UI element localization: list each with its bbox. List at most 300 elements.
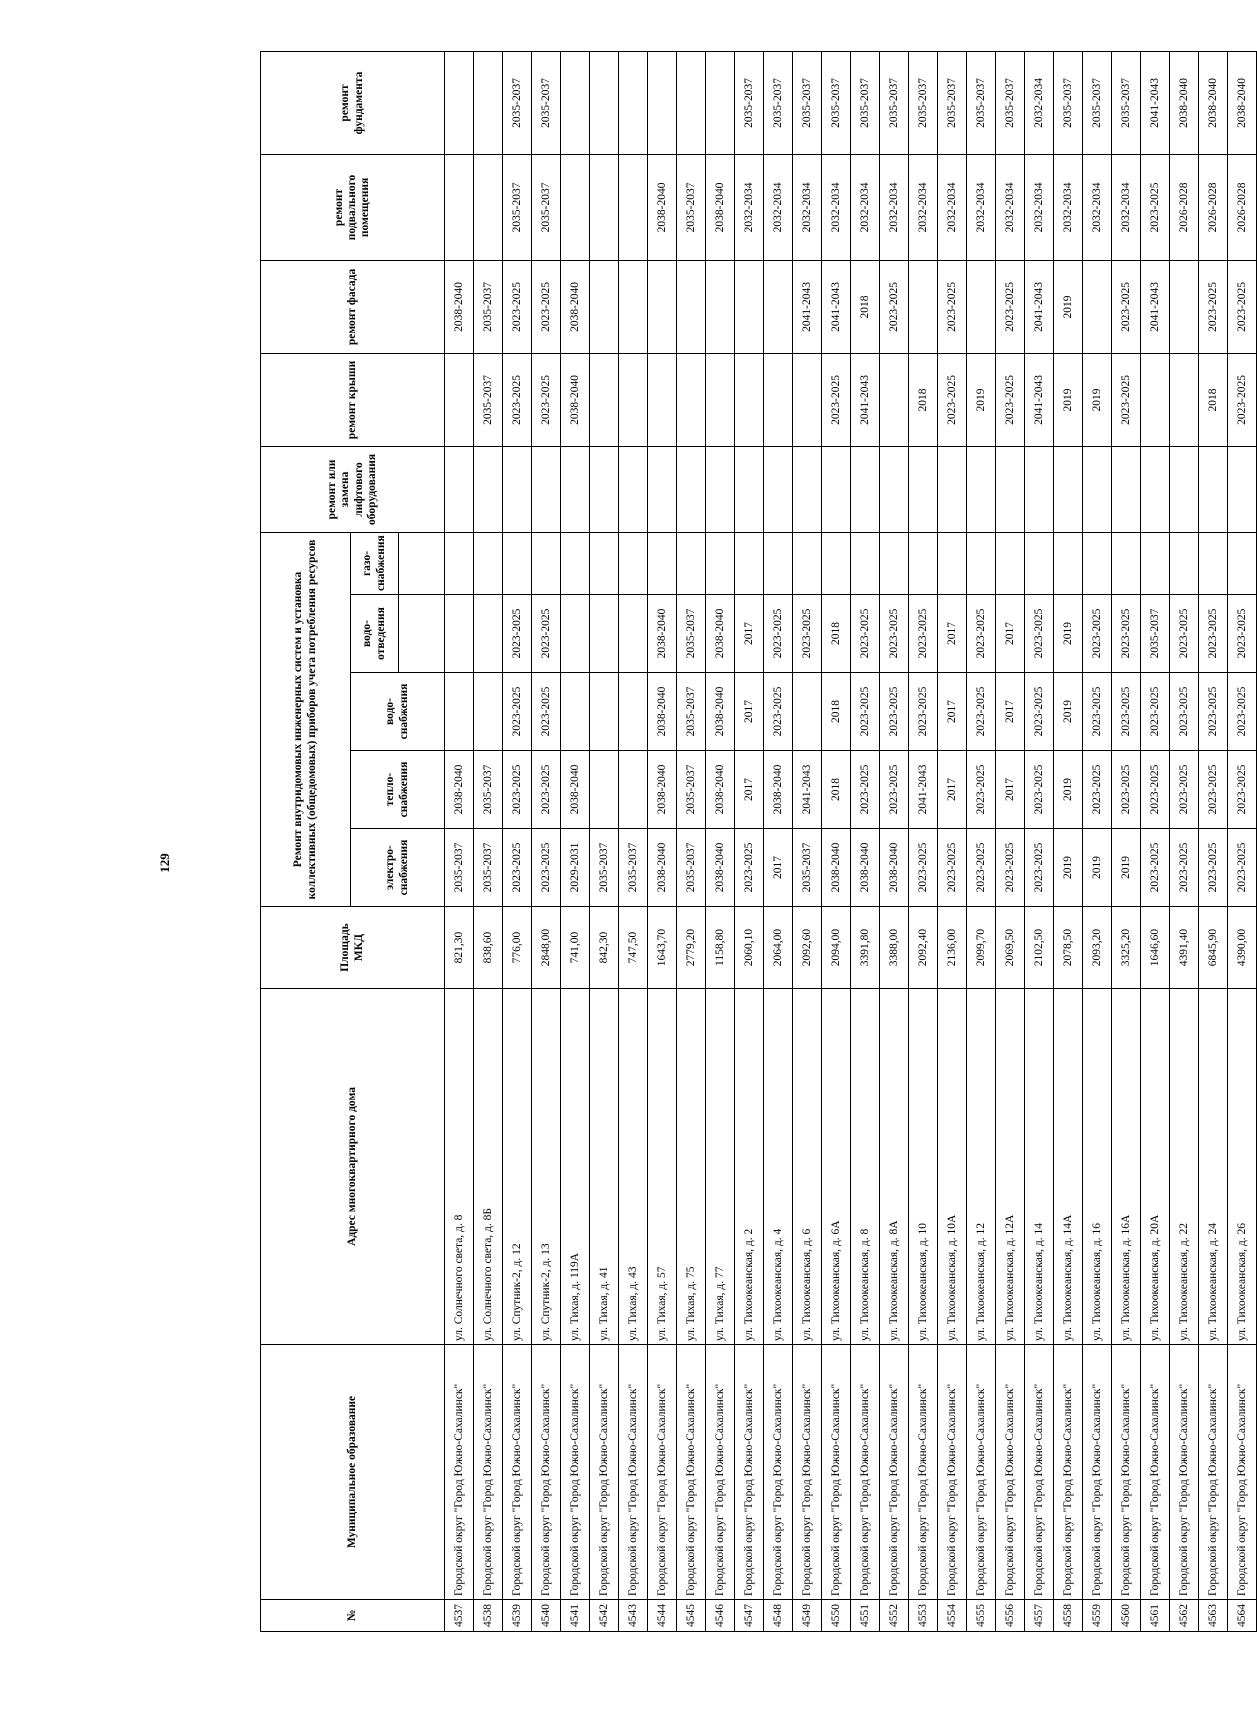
facade-cell: 2023-2025 [938,260,967,353]
basement-cell [590,154,619,260]
heating-cell: 2023-2025 [503,751,532,829]
foundation-cell: 2035-2037 [1054,51,1083,154]
col-internal-systems-header: Ремонт внутридомовых инженерных систем и установка коллективных (общедомовых) приборов учета потребления ресурсов [261,532,351,906]
facade-cell [1083,260,1112,353]
gas-cell [590,532,619,594]
gas-cell [677,532,706,594]
facade-cell: 2038-2040 [561,260,590,353]
roof-cell: 2023-2025 [532,353,561,446]
roof-cell [445,353,474,446]
facade-cell: 2023-2025 [1228,260,1257,353]
roof-cell [764,353,793,446]
roof-cell: 2018 [1199,353,1228,446]
gas-cell [938,532,967,594]
electricity-cell: 2029-2031 [561,829,590,907]
water-disposal-cell: 2035-2037 [677,595,706,673]
area-cell: 6845,90 [1199,907,1228,989]
basement-cell: 2026-2028 [1199,154,1228,260]
table-row [532,51,561,1631]
water-disposal-cell [445,595,474,673]
row-number-cell: 4557 [1025,1600,1054,1632]
table-row [793,51,822,1631]
electricity-cell: 2023-2025 [1199,829,1228,907]
electricity-cell: 2017 [764,829,793,907]
address-cell: ул. Тихоокеанская, д. 6А [822,989,851,1345]
roof-cell [735,353,764,446]
electricity-cell: 2035-2037 [677,829,706,907]
gas-cell [764,532,793,594]
municipality-cell: Городской округ "Город Южно-Сахалинск" [561,1345,590,1600]
municipality-cell: Городской округ "Город Южно-Сахалинск" [851,1345,880,1600]
gas-cell [648,532,677,594]
row-number-cell: 4545 [677,1600,706,1632]
heating-cell: 2041-2043 [793,751,822,829]
facade-cell: 2041-2043 [793,260,822,353]
area-cell: 3391,80 [851,907,880,989]
table-row [561,51,590,1631]
water-supply-cell: 2017 [996,673,1025,751]
water-supply-cell: 2023-2025 [532,673,561,751]
basement-cell: 2035-2037 [503,154,532,260]
foundation-cell [561,51,590,154]
address-cell: ул. Спутник-2, д. 12 [503,989,532,1345]
area-cell: 776,00 [503,907,532,989]
area-cell: 3325,20 [1112,907,1141,989]
table-row [764,51,793,1631]
elevator-cell [793,446,822,532]
area-cell: 2099,70 [967,907,996,989]
address-cell: ул. Тихоокеанская, д. 14А [1054,989,1083,1345]
area-cell: 1646,60 [1141,907,1170,989]
water-supply-cell [561,673,590,751]
water-disposal-cell: 2023-2025 [1112,595,1141,673]
facade-cell [735,260,764,353]
facade-cell [619,260,648,353]
area-cell: 2078,50 [1054,907,1083,989]
water-disposal-cell: 2017 [938,595,967,673]
municipality-cell: Городской округ "Город Южно-Сахалинск" [706,1345,735,1600]
elevator-cell [706,446,735,532]
gas-cell [1025,532,1054,594]
facade-cell [1170,260,1199,353]
elevator-cell [938,446,967,532]
heating-cell: 2023-2025 [1112,751,1141,829]
roof-cell [880,353,909,446]
facade-cell [677,260,706,353]
address-cell: ул. Тихая, д. 77 [706,989,735,1345]
row-number-cell: 4551 [851,1600,880,1632]
water-disposal-cell: 2035-2037 [1141,595,1170,673]
roof-cell [793,353,822,446]
water-disposal-cell: 2023-2025 [764,595,793,673]
roof-cell [1141,353,1170,446]
elevator-cell [851,446,880,532]
water-disposal-cell: 2023-2025 [967,595,996,673]
row-number-cell: 4538 [474,1600,503,1632]
area-cell: 2136,00 [938,907,967,989]
elevator-cell [1199,446,1228,532]
elevator-cell [619,446,648,532]
row-number-cell: 4540 [532,1600,561,1632]
address-cell: ул. Спутник-2, д. 13 [532,989,561,1345]
row-number-cell: 4544 [648,1600,677,1632]
roof-cell: 2023-2025 [938,353,967,446]
facade-cell: 2023-2025 [532,260,561,353]
gas-cell [880,532,909,594]
elevator-cell [996,446,1025,532]
row-number-cell: 4555 [967,1600,996,1632]
municipality-cell: Городской округ "Город Южно-Сахалинск" [619,1345,648,1600]
row-number-cell: 4548 [764,1600,793,1632]
row-number-cell: 4537 [445,1600,474,1632]
elevator-cell [474,446,503,532]
area-cell: 2102,50 [1025,907,1054,989]
roof-cell: 2023-2025 [822,353,851,446]
col-elevator-header: ремонт или замена лифтового оборудования [261,446,445,532]
col-gas-header: газо-снабжения [351,532,399,594]
roof-cell: 2023-2025 [503,353,532,446]
heating-cell [619,751,648,829]
water-disposal-cell: 2023-2025 [532,595,561,673]
municipality-cell: Городской округ "Город Южно-Сахалинск" [1141,1345,1170,1600]
gas-cell [996,532,1025,594]
foundation-cell [590,51,619,154]
electricity-cell: 2035-2037 [590,829,619,907]
water-supply-cell: 2023-2025 [764,673,793,751]
water-supply-cell: 2038-2040 [706,673,735,751]
electricity-cell: 2038-2040 [822,829,851,907]
heating-cell: 2023-2025 [1199,751,1228,829]
water-supply-cell: 2023-2025 [967,673,996,751]
water-supply-cell: 2023-2025 [851,673,880,751]
electricity-cell: 2035-2037 [474,829,503,907]
col-heating-header: тепло-снабжения [351,751,445,829]
municipality-cell: Городской округ "Город Южно-Сахалинск" [1199,1345,1228,1600]
col-electricity-header: электро-снабжения [351,829,445,907]
municipality-cell: Городской округ "Город Южно-Сахалинск" [967,1345,996,1600]
gas-cell [793,532,822,594]
address-cell: ул. Тихоокеанская, д. 26 [1228,989,1257,1345]
basement-cell: 2032-2034 [996,154,1025,260]
facade-cell [909,260,938,353]
table-row [1054,51,1083,1631]
municipality-cell: Городской округ "Город Южно-Сахалинск" [735,1345,764,1600]
elevator-cell [1228,446,1257,532]
roof-cell: 2041-2043 [1025,353,1054,446]
table-row [822,51,851,1631]
heating-cell: 2023-2025 [1228,751,1257,829]
municipality-cell: Городской округ "Город Южно-Сахалинск" [532,1345,561,1600]
roof-cell: 2019 [1054,353,1083,446]
roof-cell [706,353,735,446]
facade-cell: 2041-2043 [1141,260,1170,353]
col-municipality-header: Муниципальное образование [261,1345,445,1600]
foundation-cell [445,51,474,154]
water-disposal-cell: 2023-2025 [880,595,909,673]
roof-cell [648,353,677,446]
header-blank-cell [399,532,445,594]
area-cell: 2069,50 [996,907,1025,989]
table-row [909,51,938,1631]
address-cell: ул. Тихоокеанская, д. 16 [1083,989,1112,1345]
municipality-cell: Городской округ "Город Южно-Сахалинск" [445,1345,474,1600]
water-disposal-cell: 2023-2025 [793,595,822,673]
page-number: 129 [157,853,172,873]
table-row [1083,51,1112,1631]
water-disposal-cell [619,595,648,673]
row-number-cell: 4542 [590,1600,619,1632]
electricity-cell: 2023-2025 [909,829,938,907]
facade-cell: 2035-2037 [474,260,503,353]
heating-cell: 2019 [1054,751,1083,829]
elevator-cell [1112,446,1141,532]
water-supply-cell: 2023-2025 [909,673,938,751]
gas-cell [1112,532,1141,594]
foundation-cell: 2035-2037 [851,51,880,154]
heating-cell: 2038-2040 [706,751,735,829]
elevator-cell [677,446,706,532]
roof-cell: 2023-2025 [1112,353,1141,446]
water-supply-cell: 2035-2037 [677,673,706,751]
row-number-cell: 4560 [1112,1600,1141,1632]
roof-cell: 2019 [1083,353,1112,446]
foundation-cell: 2041-2043 [1141,51,1170,154]
facade-cell: 2038-2040 [445,260,474,353]
electricity-cell: 2019 [1083,829,1112,907]
electricity-cell: 2035-2037 [619,829,648,907]
heating-cell: 2018 [822,751,851,829]
elevator-cell [590,446,619,532]
municipality-cell: Городской округ "Город Южно-Сахалинск" [1170,1345,1199,1600]
area-cell: 2093,20 [1083,907,1112,989]
row-number-cell: 4547 [735,1600,764,1632]
municipality-cell: Городской округ "Город Южно-Сахалинск" [1054,1345,1083,1600]
gas-cell [1228,532,1257,594]
area-cell: 4391,40 [1170,907,1199,989]
foundation-cell: 2035-2037 [735,51,764,154]
water-supply-cell [619,673,648,751]
water-supply-cell: 2023-2025 [1228,673,1257,751]
electricity-cell: 2023-2025 [1170,829,1199,907]
gas-cell [735,532,764,594]
municipality-cell: Городской округ "Город Южно-Сахалинск" [503,1345,532,1600]
elevator-cell [880,446,909,532]
water-supply-cell: 2018 [822,673,851,751]
water-disposal-cell: 2019 [1054,595,1083,673]
heating-cell: 2038-2040 [648,751,677,829]
electricity-cell: 2038-2040 [851,829,880,907]
basement-cell: 2035-2037 [532,154,561,260]
table-row [445,51,474,1631]
address-cell: ул. Солнечного света, д. 8Б [474,989,503,1345]
heating-cell: 2035-2037 [474,751,503,829]
heating-cell: 2017 [996,751,1025,829]
heating-cell: 2017 [735,751,764,829]
municipality-cell: Городской округ "Город Южно-Сахалинск" [909,1345,938,1600]
row-number-cell: 4549 [793,1600,822,1632]
gas-cell [1170,532,1199,594]
municipality-cell: Городской округ "Город Южно-Сахалинск" [648,1345,677,1600]
municipality-cell: Городской округ "Город Южно-Сахалинск" [793,1345,822,1600]
address-cell: ул. Тихая, д. 41 [590,989,619,1345]
address-cell: ул. Тихоокеанская, д. 4 [764,989,793,1345]
facade-cell: 2023-2025 [1112,260,1141,353]
gas-cell [706,532,735,594]
electricity-cell: 2023-2025 [1228,829,1257,907]
water-supply-cell: 2023-2025 [880,673,909,751]
roof-cell [677,353,706,446]
facade-cell: 2023-2025 [880,260,909,353]
address-cell: ул. Тихоокеанская, д. 8А [880,989,909,1345]
gas-cell [1141,532,1170,594]
water-supply-cell: 2023-2025 [503,673,532,751]
water-disposal-cell [561,595,590,673]
heating-cell: 2023-2025 [880,751,909,829]
table-row [503,51,532,1631]
municipality-cell: Городской округ "Город Южно-Сахалинск" [1083,1345,1112,1600]
electricity-cell: 2038-2040 [648,829,677,907]
municipality-cell: Городской округ "Город Южно-Сахалинск" [1228,1345,1257,1600]
elevator-cell [561,446,590,532]
repair-schedule-table [260,51,1257,1632]
foundation-cell: 2038-2040 [1199,51,1228,154]
area-cell: 4390,00 [1228,907,1257,989]
row-number-cell: 4543 [619,1600,648,1632]
address-cell: ул. Тихоокеанская, д. 22 [1170,989,1199,1345]
col-water-disposal-header: водо-отведения [351,595,399,673]
header-blank-cell [399,595,445,673]
foundation-cell [619,51,648,154]
heating-cell: 2038-2040 [561,751,590,829]
row-number-cell: 4558 [1054,1600,1083,1632]
row-number-cell: 4539 [503,1600,532,1632]
table-row [880,51,909,1631]
electricity-cell: 2023-2025 [1141,829,1170,907]
roof-cell: 2018 [909,353,938,446]
foundation-cell: 2035-2037 [938,51,967,154]
municipality-cell: Городской округ "Город Южно-Сахалинск" [996,1345,1025,1600]
area-cell: 747,50 [619,907,648,989]
basement-cell: 2032-2034 [1112,154,1141,260]
gas-cell [1083,532,1112,594]
water-disposal-cell [590,595,619,673]
area-cell: 2848,00 [532,907,561,989]
electricity-cell: 2023-2025 [996,829,1025,907]
electricity-cell: 2023-2025 [735,829,764,907]
elevator-cell [532,446,561,532]
facade-cell: 2019 [1054,260,1083,353]
row-number-cell: 4553 [909,1600,938,1632]
foundation-cell: 2035-2037 [967,51,996,154]
basement-cell [445,154,474,260]
table-row [967,51,996,1631]
foundation-cell [648,51,677,154]
basement-cell: 2032-2034 [793,154,822,260]
water-supply-cell: 2023-2025 [1025,673,1054,751]
row-number-cell: 4561 [1141,1600,1170,1632]
address-cell: ул. Тихоокеанская, д. 24 [1199,989,1228,1345]
water-supply-cell: 2019 [1054,673,1083,751]
water-supply-cell: 2017 [938,673,967,751]
address-cell: ул. Тихоокеанская, д. 2 [735,989,764,1345]
area-cell: 3388,00 [880,907,909,989]
elevator-cell [1170,446,1199,532]
gas-cell [822,532,851,594]
area-cell: 2092,40 [909,907,938,989]
table-row [677,51,706,1631]
basement-cell: 2032-2034 [735,154,764,260]
elevator-cell [1054,446,1083,532]
heating-cell: 2017 [938,751,967,829]
area-cell: 821,30 [445,907,474,989]
facade-cell: 2041-2043 [822,260,851,353]
col-foundation-header: ремонт фундамента [261,51,445,154]
basement-cell: 2032-2034 [851,154,880,260]
facade-cell: 2023-2025 [503,260,532,353]
foundation-cell: 2035-2037 [822,51,851,154]
water-supply-cell: 2023-2025 [1112,673,1141,751]
table-row [1141,51,1170,1631]
facade-cell: 2023-2025 [996,260,1025,353]
table-row [706,51,735,1631]
heating-cell: 2023-2025 [1025,751,1054,829]
table-row [1199,51,1228,1631]
water-disposal-cell: 2038-2040 [648,595,677,673]
electricity-cell: 2023-2025 [532,829,561,907]
roof-cell: 2038-2040 [561,353,590,446]
basement-cell [619,154,648,260]
col-roof-header: ремонт крыши [261,353,445,446]
electricity-cell: 2038-2040 [706,829,735,907]
water-supply-cell [474,673,503,751]
basement-cell: 2032-2034 [764,154,793,260]
gas-cell [1199,532,1228,594]
gas-cell [1054,532,1083,594]
basement-cell: 2035-2037 [677,154,706,260]
basement-cell: 2032-2034 [909,154,938,260]
gas-cell [561,532,590,594]
roof-cell [619,353,648,446]
water-supply-cell [590,673,619,751]
gas-cell [503,532,532,594]
elevator-cell [1083,446,1112,532]
roof-cell: 2041-2043 [851,353,880,446]
water-disposal-cell: 2017 [996,595,1025,673]
basement-cell: 2038-2040 [648,154,677,260]
facade-cell [648,260,677,353]
table-row [1025,51,1054,1631]
foundation-cell: 2035-2037 [1112,51,1141,154]
foundation-cell: 2038-2040 [1170,51,1199,154]
rotated-table-container [260,52,1248,1632]
basement-cell: 2026-2028 [1170,154,1199,260]
table-body [445,51,1257,1631]
heating-cell: 2023-2025 [967,751,996,829]
col-water-supply-header: водо-снабжения [351,673,445,751]
table-row [648,51,677,1631]
elevator-cell [503,446,532,532]
col-basement-header: ремонт подвального помещения [261,154,445,260]
electricity-cell: 2038-2040 [880,829,909,907]
foundation-cell: 2035-2037 [1083,51,1112,154]
roof-cell: 2019 [967,353,996,446]
area-cell: 842,30 [590,907,619,989]
address-cell: ул. Тихоокеанская, д. 6 [793,989,822,1345]
electricity-cell: 2019 [1112,829,1141,907]
elevator-cell [445,446,474,532]
water-supply-cell: 2023-2025 [1199,673,1228,751]
table-row [938,51,967,1631]
